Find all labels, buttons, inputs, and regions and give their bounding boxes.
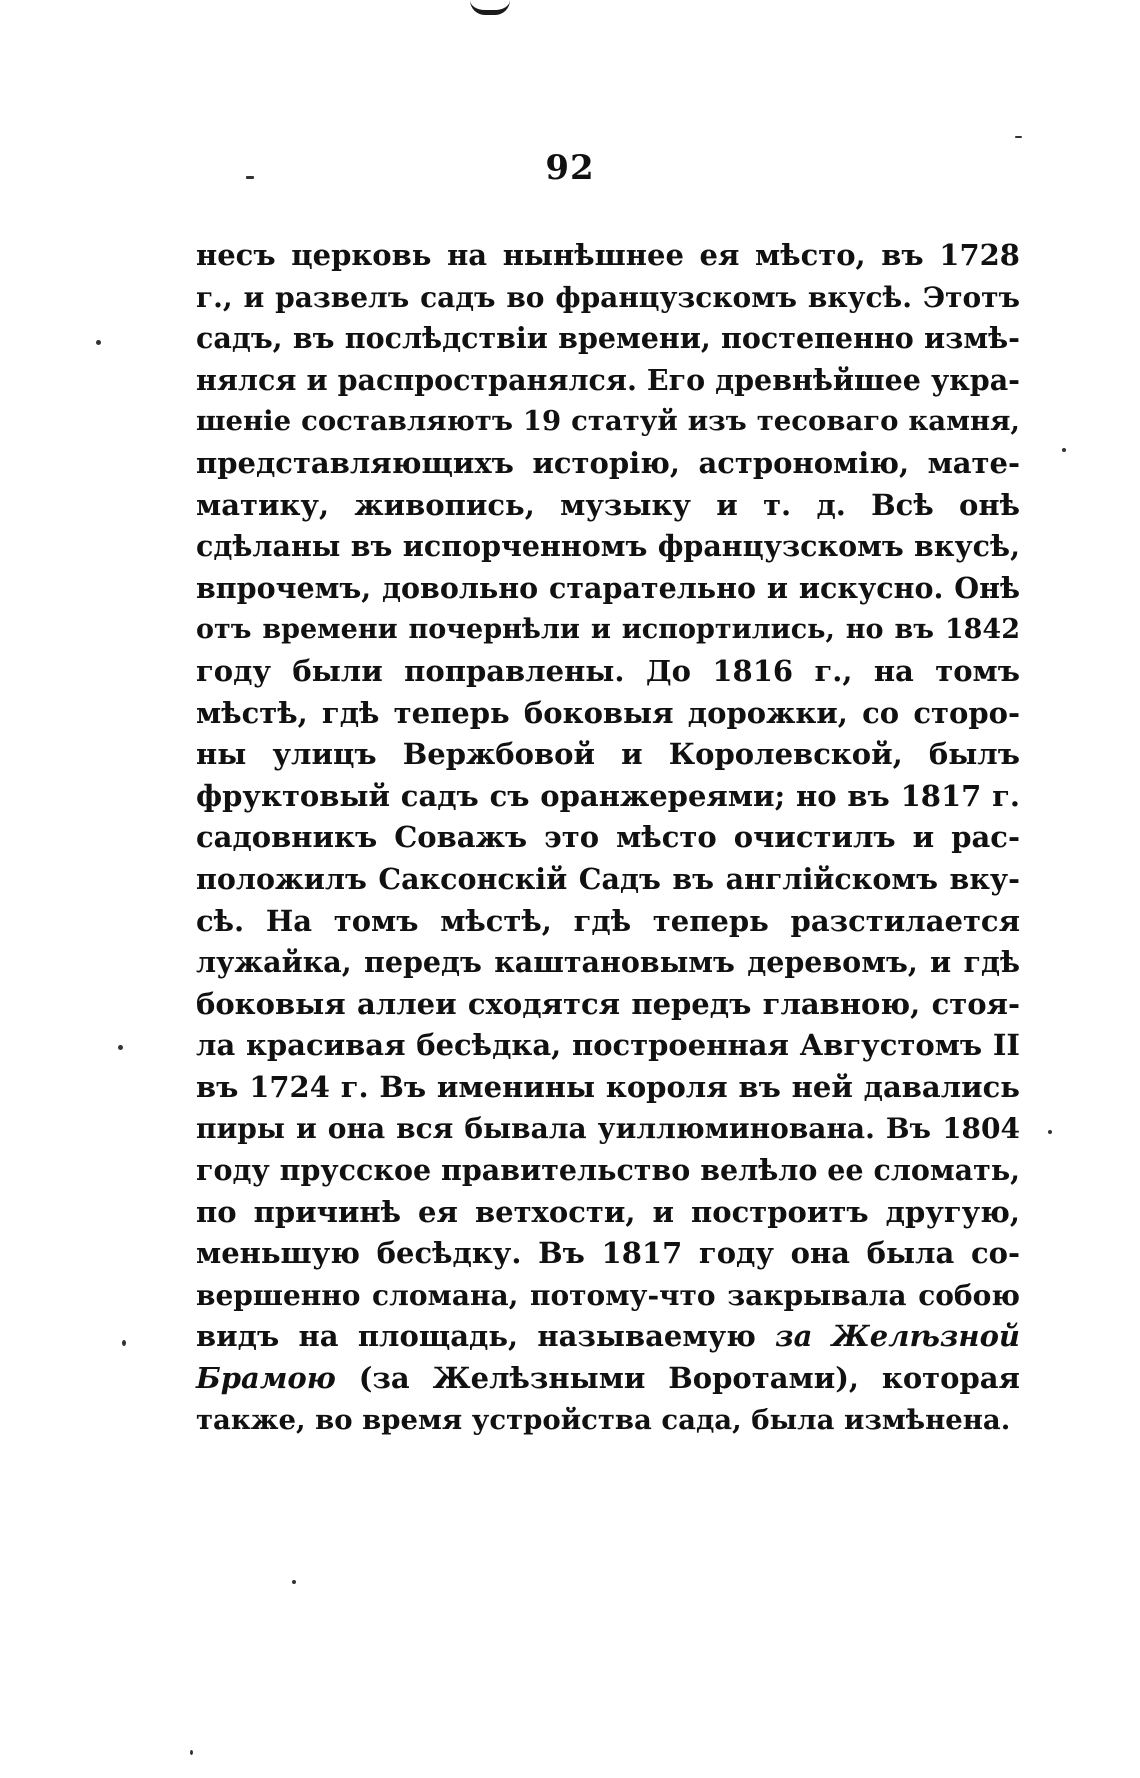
text-line: впрочемъ, довольно старательно и искусно. Онѣ [196, 570, 1020, 605]
scan-speck [122, 1340, 126, 1346]
scan-speck [1062, 448, 1066, 452]
text-line: ла красивая бесѣдка, построенная Августомъ II [196, 1028, 1020, 1063]
text-line: фруктовый садъ съ оранжереями; но въ 1817 г. [196, 778, 1020, 813]
text-line: г., и развелъ садъ во французскомъ вкусѣ. Этотъ [196, 280, 1020, 314]
text-line: въ 1724 г. Въ именины короля въ ней давались [196, 1069, 1020, 1104]
text-line: нялся и распространялся. Его древнѣйшее укра- [196, 362, 1020, 397]
scan-speck [118, 1045, 123, 1050]
text-line: вершенно сломана, потому-что закрывала собою [196, 1278, 1020, 1312]
italic-segment: Брамою [196, 1361, 336, 1396]
text-line: садъ, въ послѣдствіи времени, постепенно измѣ- [196, 321, 1020, 356]
scan-speck [246, 176, 254, 179]
text-line: боковыя аллеи сходятся передъ главною, стоя- [196, 986, 1020, 1021]
scan-speck [292, 1580, 296, 1584]
italic-segment: за Желѣзной [775, 1319, 1020, 1354]
top-edge-mark [470, 0, 510, 15]
text-segment: (за Желѣзными Воротами), которая [358, 1361, 1020, 1396]
scan-speck [1015, 136, 1022, 138]
scan-speck [190, 1750, 193, 1755]
text-line: шеніе составляютъ 19 статуй изъ тесоваго камня, [196, 405, 1020, 438]
text-line: несъ церковь на нынѣшнее ея мѣсто, въ 1728 [196, 238, 1020, 272]
text-line: году были поправлены. До 1816 г., на томъ [196, 653, 1020, 688]
text-line: также, во время устройства сада, была измѣнена. [196, 1403, 1011, 1436]
text-line: мѣстѣ, гдѣ теперь боковыя дорожки, со сторо- [196, 695, 1020, 730]
scan-speck [96, 340, 101, 345]
scan-speck [1048, 1130, 1052, 1134]
text-line: ны улицъ Вержбовой и Королевской, былъ [196, 737, 1020, 772]
text-line: положилъ Саксонскій Садъ въ англійскомъ вку- [196, 861, 1020, 896]
text-segment: видъ на площадь, называемую [196, 1319, 756, 1354]
text-line: пиры и она вся бывала уиллюминована. Въ 1804 [196, 1112, 1020, 1146]
text-line: сдѣланы въ испорченномъ французскомъ вкусѣ, [196, 529, 1020, 564]
text-line [196, 1358, 1020, 1400]
text-line: лужайка, передъ каштановымъ деревомъ, и гдѣ [196, 945, 1020, 980]
text-line: меньшую бесѣдку. Въ 1817 году она была со- [196, 1236, 1020, 1271]
text-line: отъ времени почернѣли и испортились, но въ 1842 [196, 614, 1020, 646]
text-line: по причинѣ ея ветхости, и построитъ другую, [196, 1194, 1020, 1229]
text-line: матику, живопись, музыку и т. д. Всѣ онѣ [196, 487, 1020, 522]
body-text [196, 235, 1020, 1441]
text-line [196, 1316, 1020, 1358]
text-line: сѣ. На томъ мѣстѣ, гдѣ теперь разстилается [196, 903, 1020, 938]
text-line: году прусское правительство велѣло ее сломать, [196, 1153, 1021, 1188]
text-line: садовникъ Соважъ это мѣсто очистилъ и рас- [196, 820, 1020, 855]
page-number: 92 [545, 148, 595, 188]
text-line: представляющихъ исторію, астрономію, мате- [196, 445, 1020, 480]
